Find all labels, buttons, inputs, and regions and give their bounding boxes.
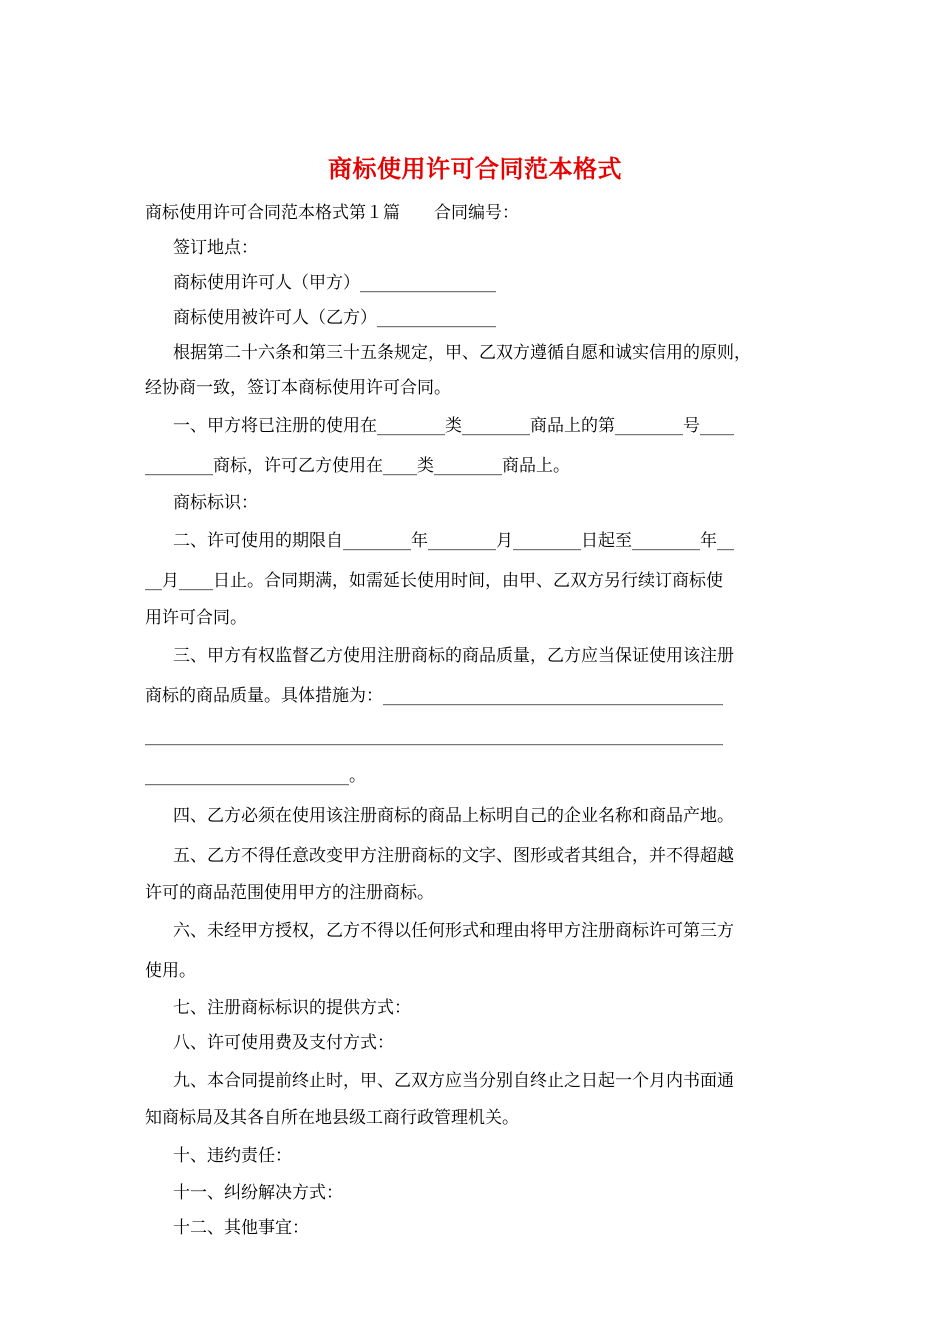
document-page xyxy=(145,150,805,1246)
clause-11-line: 十一、纠纷解决方式： xyxy=(173,1183,343,1203)
clause-9-line-1: 九、本合同提前终止时，甲、乙双方应当分别自终止之日起一个月内书面通 xyxy=(173,1071,734,1091)
document-title: 商标使用许可合同范本格式 xyxy=(328,154,622,183)
clause-3-line-4: ________________________。 xyxy=(145,766,366,786)
clause-8-line: 八、许可使用费及支付方式： xyxy=(173,1033,394,1053)
preamble-line-2: 经协商一致，签订本商标使用许可合同。 xyxy=(145,378,451,398)
clause-1-line-1: 一、甲方将已注册的使用在________类________商品上的第________号____ xyxy=(173,416,734,436)
clause-2-line-2: __月____日止。合同期满，如需延长使用时间，由甲、乙双方另行续订商标使 xyxy=(145,571,723,591)
clause-2-line-1: 二、许可使用的期限自________年________月________日起至________年__ xyxy=(173,531,734,551)
clause-5-line-1: 五、乙方不得任意改变甲方注册商标的文字、图形或者其组合，并不得超越 xyxy=(173,846,734,866)
clause-2-line-3: 用许可合同。 xyxy=(145,608,247,628)
clause-6-line-2: 使用。 xyxy=(145,961,196,981)
clause-10-line: 十、违约责任： xyxy=(173,1146,292,1166)
licensee-line: 商标使用被许可人（乙方）______________ xyxy=(173,308,496,328)
trademark-mark-line: 商标标识： xyxy=(173,493,258,513)
clause-3-line-1: 三、甲方有权监督乙方使用注册商标的商品质量，乙方应当保证使用该注册 xyxy=(173,646,734,666)
clause-3-line-2: 商标的商品质量。具体措施为：________________________________________ xyxy=(145,686,723,706)
clause-7-line: 七、注册商标标识的提供方式： xyxy=(173,998,411,1018)
licensor-line: 商标使用许可人（甲方）________________ xyxy=(173,273,496,293)
clause-5-line-2: 许可的商品范围使用甲方的注册商标。 xyxy=(145,883,434,903)
clause-1-line-2: ________商标，许可乙方使用在____类________商品上。 xyxy=(145,456,570,476)
clause-3-line-3: ____________________________________________________________________ xyxy=(145,726,723,746)
clause-6-line-1: 六、未经甲方授权，乙方不得以任何形式和理由将甲方注册商标许可第三方 xyxy=(173,921,734,941)
preamble-line-1: 根据第二十六条和第三十五条规定，甲、乙双方遵循自愿和诚实信用的原则， xyxy=(173,343,751,363)
clause-12-line: 十二、其他事宜： xyxy=(173,1218,309,1238)
clause-4-line-1: 四、乙方必须在使用该注册商标的商品上标明自己的企业名称和商品产地。 xyxy=(173,806,734,826)
clause-9-line-2: 知商标局及其各自所在地县级工商行政管理机关。 xyxy=(145,1108,519,1128)
document-subtitle-line: 商标使用许可合同范本格式第１篇 合同编号： xyxy=(145,203,519,223)
signing-place-line: 签订地点： xyxy=(173,238,258,258)
